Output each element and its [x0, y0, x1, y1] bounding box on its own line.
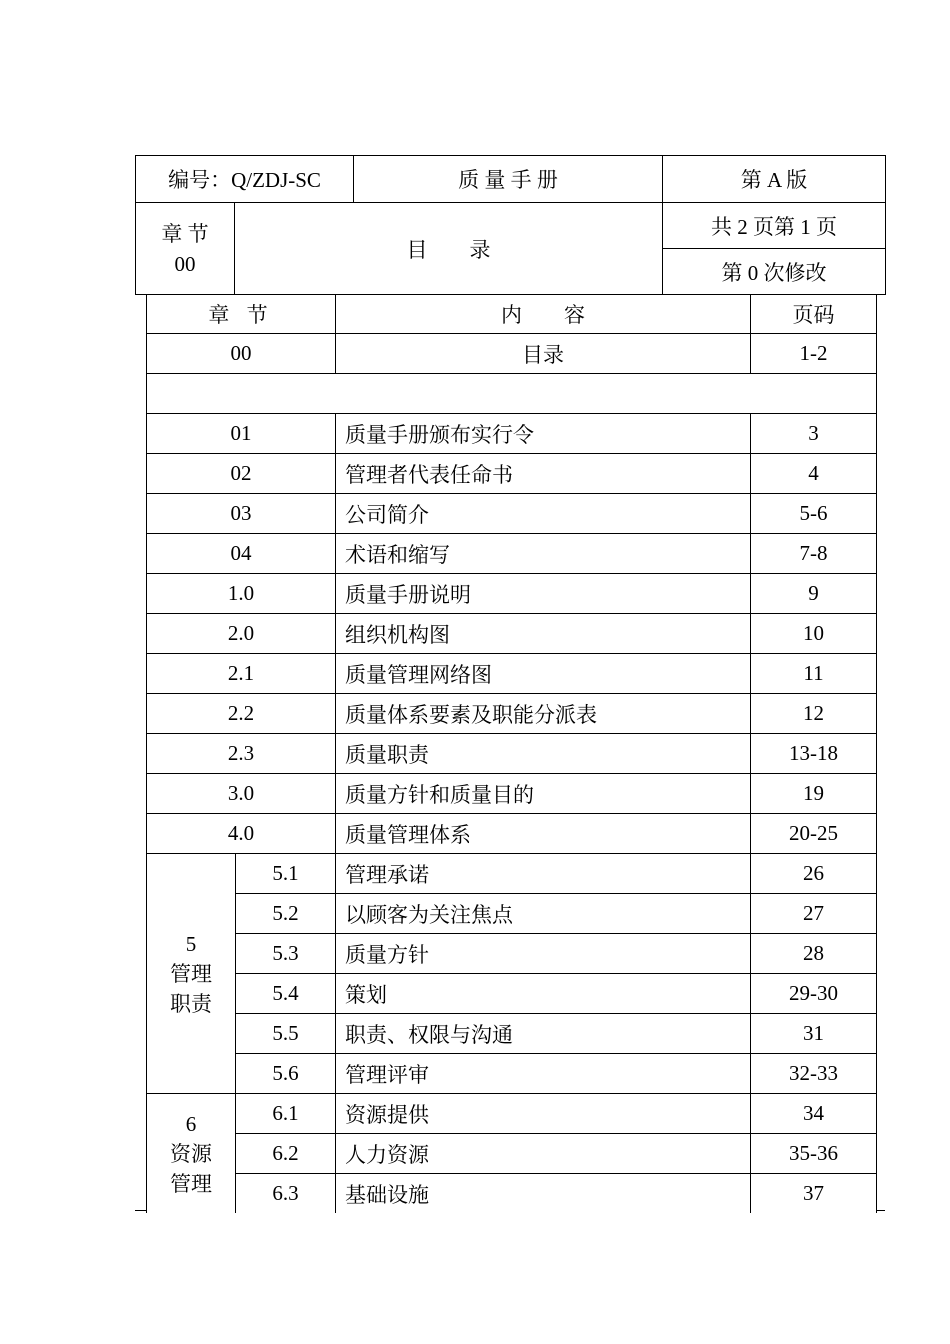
row-chapter: 4.0 [147, 814, 336, 854]
row-chapter: 3.0 [147, 774, 336, 814]
row-page: 4 [751, 454, 877, 494]
row-content: 术语和缩写 [336, 534, 751, 574]
table-row [147, 574, 877, 614]
chapter-group-line1: 管理 [170, 961, 212, 986]
row-content: 管理承诺 [336, 854, 751, 894]
document-header-table [135, 155, 886, 295]
row-chapter: 2.2 [147, 694, 336, 734]
table-row [147, 1094, 877, 1134]
row-subchapter: 6.3 [236, 1174, 336, 1214]
row-subchapter: 5.3 [236, 934, 336, 974]
row-page: 28 [751, 934, 877, 974]
row-page: 20-25 [751, 814, 877, 854]
row-page: 27 [751, 894, 877, 934]
row-page: 13-18 [751, 734, 877, 774]
table-row [147, 934, 877, 974]
row-content: 基础设施 [336, 1174, 751, 1214]
chapter-group-line1: 资源 [170, 1141, 212, 1166]
row-content: 组织机构图 [336, 614, 751, 654]
row-content: 质量方针 [336, 934, 751, 974]
table-row [147, 454, 877, 494]
table-row [147, 534, 877, 574]
row-content: 质量方针和质量目的 [336, 774, 751, 814]
row-content: 公司简介 [336, 494, 751, 534]
chapter-group-cell [147, 1094, 236, 1214]
row-content: 人力资源 [336, 1134, 751, 1174]
row-chapter: 2.1 [147, 654, 336, 694]
row-page: 34 [751, 1094, 877, 1134]
row-content: 职责、权限与沟通 [336, 1014, 751, 1054]
row-content: 以顾客为关注焦点 [336, 894, 751, 934]
row-chapter: 2.0 [147, 614, 336, 654]
table-edge-left [135, 1210, 146, 1211]
row-chapter: 01 [147, 414, 336, 454]
document-title: 质 量 手 册 [354, 156, 663, 203]
row-content: 质量管理网络图 [336, 654, 751, 694]
table-row [147, 1014, 877, 1054]
row-subchapter: 5.1 [236, 854, 336, 894]
row-chapter: 00 [147, 334, 336, 374]
row-chapter: 04 [147, 534, 336, 574]
row-subchapter: 5.6 [236, 1054, 336, 1094]
row-subchapter: 5.4 [236, 974, 336, 1014]
row-content: 管理评审 [336, 1054, 751, 1094]
row-content: 资源提供 [336, 1094, 751, 1134]
table-row [147, 694, 877, 734]
table-row [147, 334, 877, 374]
blank-row [147, 374, 877, 414]
row-content: 质量体系要素及职能分派表 [336, 694, 751, 734]
row-page: 19 [751, 774, 877, 814]
row-page: 29-30 [751, 974, 877, 1014]
row-page: 11 [751, 654, 877, 694]
table-row [147, 894, 877, 934]
chapter-group-number: 5 [185, 931, 197, 956]
column-header-chapter: 章 节 [147, 294, 336, 334]
revision-label: 第 0 次修改 [663, 249, 886, 295]
row-subchapter: 6.2 [236, 1134, 336, 1174]
row-chapter: 02 [147, 454, 336, 494]
row-page: 10 [751, 614, 877, 654]
row-chapter: 2.3 [147, 734, 336, 774]
table-row [147, 814, 877, 854]
table-row [147, 774, 877, 814]
row-page: 26 [751, 854, 877, 894]
table-row [147, 1134, 877, 1174]
row-content: 策划 [336, 974, 751, 1014]
table-row [147, 974, 877, 1014]
chapter-cell [136, 203, 235, 295]
column-header-page: 页码 [751, 294, 877, 334]
table-row [147, 414, 877, 454]
toc-header-row [147, 294, 877, 334]
row-page: 7-8 [751, 534, 877, 574]
chapter-label: 章 节 [161, 221, 209, 246]
table-row [147, 1054, 877, 1094]
row-page: 5-6 [751, 494, 877, 534]
table-row [147, 654, 877, 694]
chapter-group-line2: 管理 [170, 1171, 212, 1196]
table-row [147, 614, 877, 654]
row-subchapter: 5.2 [236, 894, 336, 934]
row-chapter: 1.0 [147, 574, 336, 614]
edition-label: 第 A 版 [663, 156, 886, 203]
row-page: 32-33 [751, 1054, 877, 1094]
table-row [147, 854, 877, 894]
column-header-content: 内 容 [336, 294, 751, 334]
chapter-group-line2: 职责 [170, 991, 212, 1016]
row-content: 管理者代表任命书 [336, 454, 751, 494]
row-content: 质量手册说明 [336, 574, 751, 614]
chapter-number: 00 [174, 251, 196, 276]
section-title: 目 录 [235, 203, 663, 295]
row-page: 35-36 [751, 1134, 877, 1174]
row-content: 质量管理体系 [336, 814, 751, 854]
row-chapter: 03 [147, 494, 336, 534]
row-content: 质量手册颁布实行令 [336, 414, 751, 454]
blank-cell [147, 374, 877, 414]
document-code: 编号：Q/ZDJ-SC [136, 156, 354, 203]
table-of-contents [146, 294, 877, 1213]
row-page: 1-2 [751, 334, 877, 374]
table-row [147, 734, 877, 774]
row-content: 目录 [336, 334, 751, 374]
chapter-group-number: 6 [185, 1111, 197, 1136]
row-page: 37 [751, 1174, 877, 1214]
table-row [147, 494, 877, 534]
row-content: 质量职责 [336, 734, 751, 774]
row-subchapter: 5.5 [236, 1014, 336, 1054]
row-page: 12 [751, 694, 877, 734]
chapter-group-cell [147, 854, 236, 1094]
table-row [147, 1174, 877, 1214]
page-info: 共 2 页第 1 页 [663, 203, 886, 249]
row-page: 9 [751, 574, 877, 614]
table-edge-right [876, 1210, 885, 1211]
row-page: 3 [751, 414, 877, 454]
row-subchapter: 6.1 [236, 1094, 336, 1134]
row-page: 31 [751, 1014, 877, 1054]
